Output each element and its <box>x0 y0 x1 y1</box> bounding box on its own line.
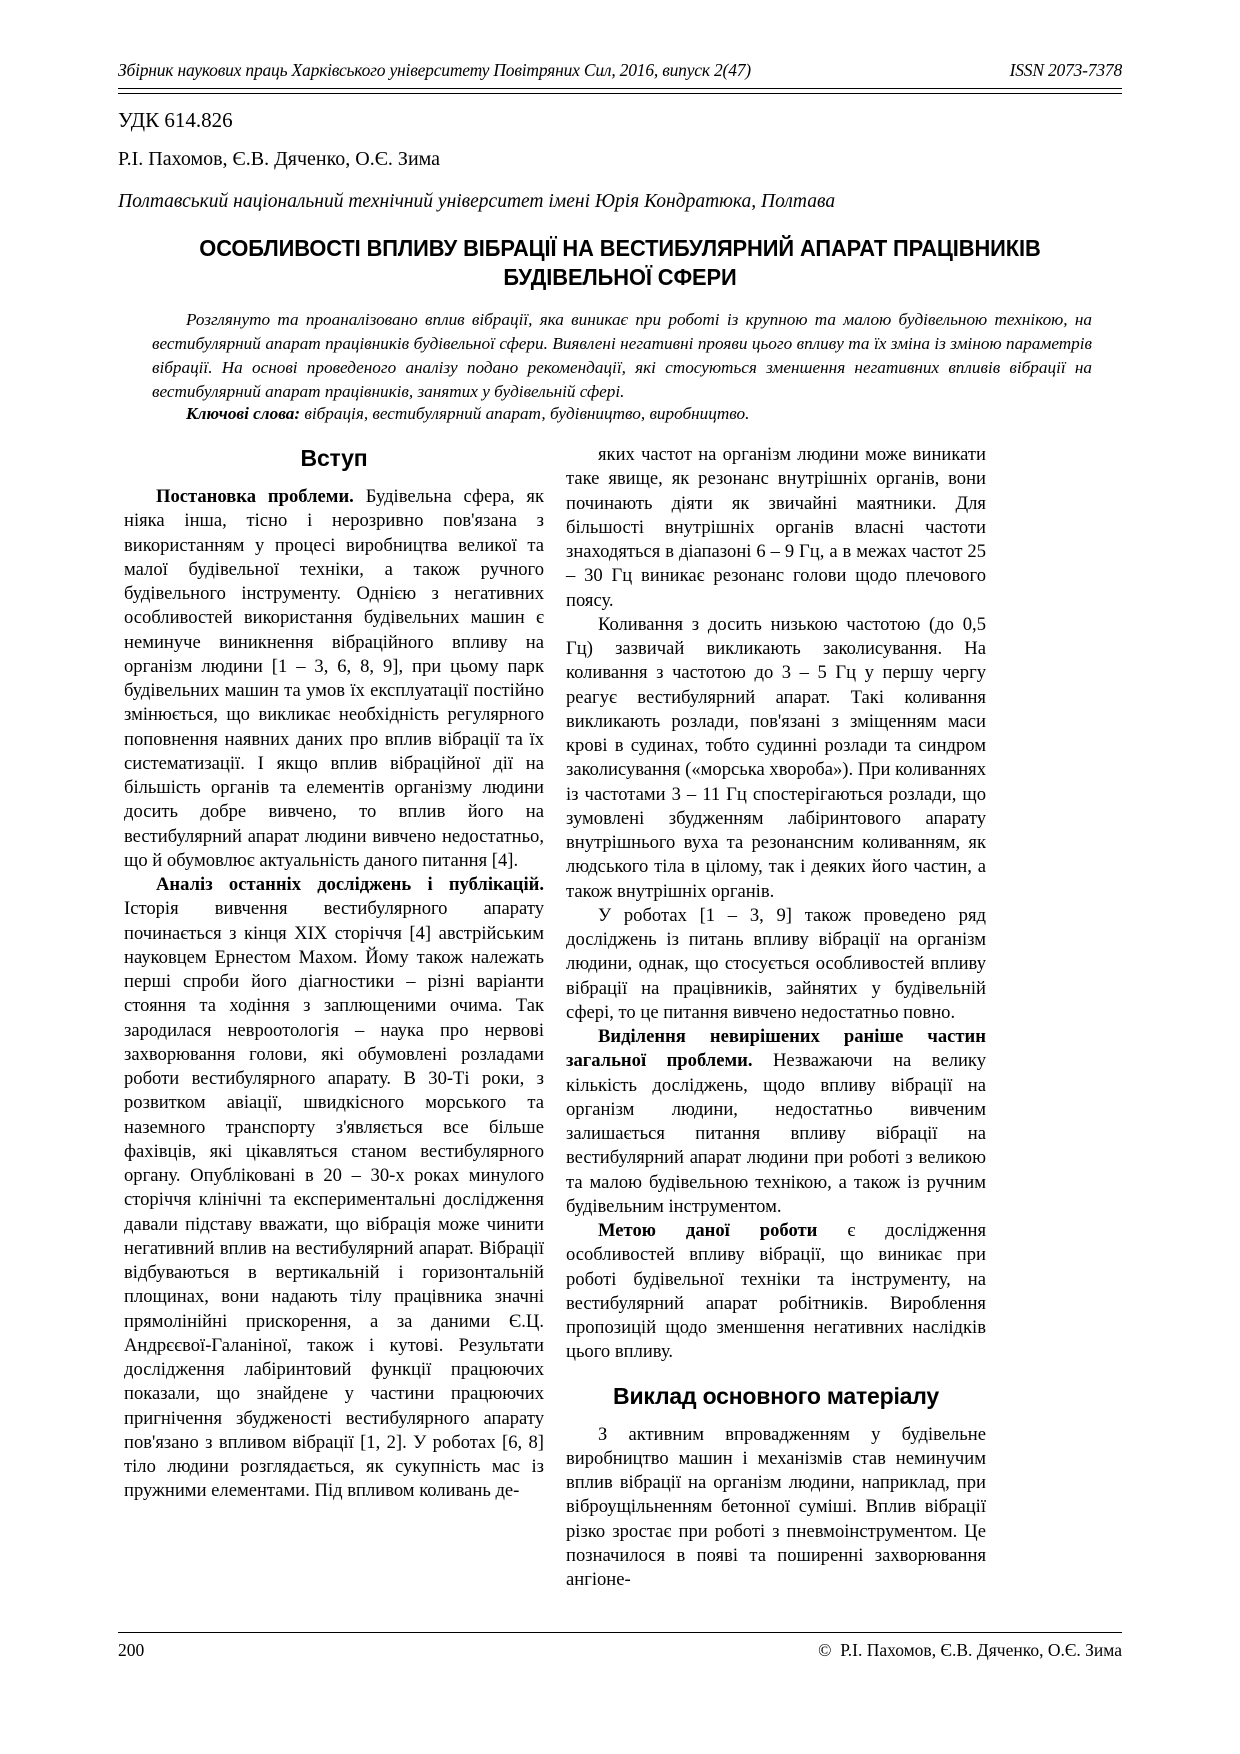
paragraph <box>566 1423 986 1593</box>
paragraph <box>124 485 544 873</box>
copyright-names: Р.І. Пахомов, Є.В. Дяченко, О.Є. Зима <box>840 1640 1122 1660</box>
paragraph <box>566 443 986 613</box>
paragraph <box>566 613 986 904</box>
paragraph-text: З активним впровадженням у будівельне виробництво машин і механізмів став неминучим вплив вібрації на організм людини, наприклад, при віброущільненням бетонної суміші. Вплив вібрації різко зростає при роботі з пневмоінструментом. Це позначилося в появі та поширенні захворювання ангіоне- <box>566 1423 986 1590</box>
page-footer <box>118 1640 1122 1661</box>
keywords-label: Ключові слова: <box>186 404 301 423</box>
column-right <box>566 443 986 1592</box>
section-heading-main: Виклад основного матеріалу <box>613 1382 939 1409</box>
paragraph <box>566 1219 986 1365</box>
keywords <box>152 404 1092 424</box>
paragraph <box>566 904 986 1025</box>
section-heading-intro: Вступ <box>300 445 368 471</box>
paragraph-text: Незважаючи на велику кількість досліджень, щодо впливу вібрації на організм людини, недостатньо вивченим залишається питання впливу вібрації на вестибулярний апарат людини при роботі з великою та малою будівельною технікою, а також із ручним будівельним інструментом. <box>566 1050 986 1217</box>
footer-divider <box>118 1632 1122 1633</box>
paragraph-lead: Постановка проблеми. <box>156 486 354 507</box>
paragraph-lead: Виділення невирішених раніше частин загальної проблеми. <box>566 1026 986 1072</box>
column-left <box>124 443 544 1504</box>
paragraph-text: Будівельна сфера, як ніяка інша, тісно і нерозривно пов'язана з використанням у процесі виробництва великої та малої будівельної техніки, а також ручного будівельного інструменту. Однією з негативних особливостей використання будівельних машин є неминуче виникнення вібраційного впливу на організм людини [1 – 3, 6, 8, 9], при цьому парк будівельних машин та умов їх експлуатації постійно змінюється, що викликає необхідність регулярного поповнення наявних даних про вплив вібрації та їх систематизації. І якщо вплив вібраційної дії на більшість органів та елементів організму людини досить добре вивчено, то вплив його на вестибулярний апарат людини вивчено недостатньо, що й обумовлює актуальність даного питання [4]. <box>124 486 544 871</box>
paragraph <box>124 873 544 1504</box>
running-head <box>118 60 1122 81</box>
paragraph-lead: Аналіз останніх досліджень і публікацій. <box>156 874 544 895</box>
page-number: 200 <box>118 1640 145 1660</box>
paragraph-lead: Метою даної роботи <box>598 1220 818 1241</box>
abstract: Розглянуто та проаналізовано вплив вібрації, яка виникає при роботі із крупною та малою будівельною технікою, на вестибулярний апарат працівників будівельної сфери. Виявлені негативні прояви цього впливу та їх зміна із зміною параметрів вібрації. На основі проведеного аналізу подано рекомендації, які стосуються зменшення негативних впливів вібрації на вестибулярний апарат працівників, занятих у будівельній сфері. <box>152 310 1092 402</box>
udk-code: УДК 614.826 <box>118 108 233 132</box>
page-title: ОСОБЛИВОСТІ ВПЛИВУ ВІБРАЦІЇ НА ВЕСТИБУЛЯРНИЙ АПАРАТ ПРАЦІВНИКІВ БУДІВЕЛЬНОЇ СФЕРИ <box>199 235 1041 290</box>
copyright-icon: © <box>818 1640 832 1660</box>
paragraph-text: яких частот на організм людини може виникати таке явище, як резонанс внутрішніх органів, вони починають діяти як звичайні маятники. Для більшості внутрішніх органів власні частоти знаходяться в діапазоні 6 – 9 Гц, а в межах частот 25 – 30 Гц виникає резонанс голови щодо плечового поясу. <box>566 444 986 611</box>
running-head-journal: Збірник наукових праць Харківського університету Повітряних Сил, 2016, випуск 2(47) <box>118 60 751 80</box>
running-head-issn: ISSN 2073-7378 <box>1009 60 1122 80</box>
paragraph-text: Коливання з досить низькою частотою (до 0,5 Гц) зазвичай викликають заколисування. На коливання з частотою до 3 – 5 Гц у першу чергу реагує вестибулярний апарат. Такі коливання викликають розлади, пов'язані з зміщенням маси крові в судинах, тобто судинні розлади та синдром заколисування («морська хвороба»). При коливаннях із частотами 3 – 11 Гц спостерігаються розлади, що зумовлені збудженням лабіринтового апарату внутрішнього вуха та резонансним коливанням, як людського тіла в цілому, так і деяких його частин, а також внутрішніх органів. <box>566 613 986 902</box>
paragraph-text: Історія вивчення вестибулярного апарату починається з кінця XIX сторіччя [4] австрійським науковцем Ернестом Махом. Йому також належать перші спроби його діагностики – різні варіанти стояння та ходіння з заплющеними очима. Так зародилася невроотологія – наука про нервові захворювання голови, які обумовлені розладами роботи вестибулярного апарату. В 30-Ті роки, з розвитком авіації, швидкісного морського та наземного транспорту з'являється все більше фахівців, які цікавляться станом вестибулярного органу. Опубліковані в 20 – 30-х роках минулого сторіччя клінічні та експериментальні дослідження давали підставу вважати, що вібрація може чинити негативний вплив на вестибулярний апарат. Вібрації відбуваються в вертикальній і горизонтальній площинах, вони надають тілу працівника значні прямолінійні прискорення, а за даними Є.Ц. Андрєєвої-Галаніної, також і кутові. Результати дослідження лабіринтовий функції працюючих показали, що знайдене у частини працюючих пригнічення збудженості вестибулярного апарату пов'язано з впливом вібрації [1, 2]. У роботах [6, 8] тіло людини розглядається, як сукупність мас із пружними елементами. Під впливом коливань де- <box>124 898 544 1502</box>
paragraph-text: У роботах [1 – 3, 9] також проведено ряд досліджень із питань впливу вібрації на організм людини, однак, що стосується особливостей впливу вібрації на працівників, зайнятих у будівельній сфері, то це питання вивчено недостатньо повно. <box>566 904 986 1023</box>
copyright-notice <box>818 1640 1122 1661</box>
affiliation: Полтавський національний технічний університет імені Юрія Кондратюка, Полтава <box>118 191 836 212</box>
paragraph-text: є дослідження особливостей впливу вібрації, що виникає при роботі будівельної техніки та інструменту, на вестибулярний апарат робітників. Вироблення пропозицій щодо зменшення негативних наслідків цього впливу. <box>566 1220 986 1363</box>
paragraph <box>566 1025 986 1219</box>
author-list: Р.І. Пахомов, Є.В. Дяченко, О.Є. Зима <box>118 148 441 170</box>
keywords-text: вібрація, вестибулярний апарат, будівництво, виробництво. <box>300 404 750 423</box>
header-divider <box>118 88 1122 94</box>
